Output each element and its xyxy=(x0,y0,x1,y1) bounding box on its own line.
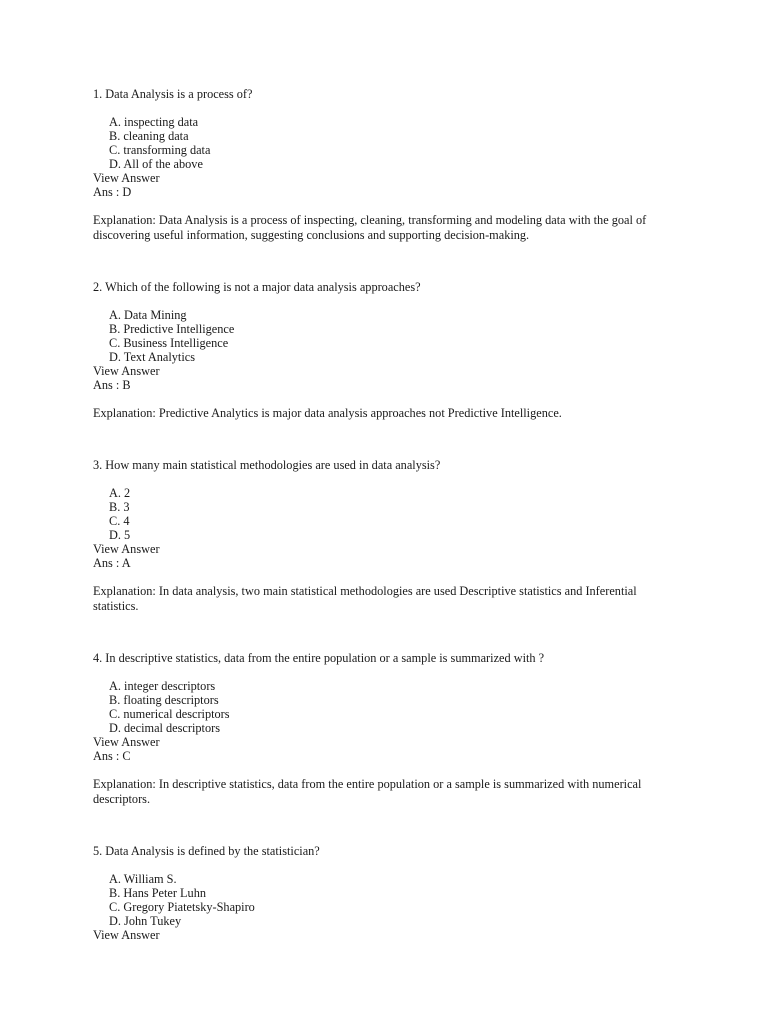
answer-text: Ans : C xyxy=(93,749,131,763)
option-a: A. Data Mining xyxy=(109,308,187,322)
option-a: A. William S. xyxy=(109,872,177,886)
option-b: B. Hans Peter Luhn xyxy=(109,886,206,900)
options-list xyxy=(93,308,683,364)
question-3 xyxy=(93,458,683,614)
view-answer-link[interactable]: View Answer xyxy=(93,928,160,942)
answer-text: Ans : B xyxy=(93,378,131,392)
view-answer-link[interactable]: View Answer xyxy=(93,542,160,556)
option-a: A. 2 xyxy=(109,486,131,500)
option-a: A. inspecting data xyxy=(109,115,199,129)
question-2 xyxy=(93,280,683,421)
view-answer-link[interactable]: View Answer xyxy=(93,364,160,378)
answer-text: Ans : D xyxy=(93,185,132,199)
option-c: C. transforming data xyxy=(109,143,211,157)
option-b: B. Predictive Intelligence xyxy=(109,322,235,336)
explanation-text: Explanation: In data analysis, two main statistical methodologies are used Descriptive statistics and Inferential statistics. xyxy=(93,584,637,613)
explanation-text: Explanation: Data Analysis is a process of inspecting, cleaning, transforming and modeling data with the goal of discovering useful information, suggesting conclusions and supporting decision-making. xyxy=(93,213,647,242)
options-list xyxy=(93,679,683,735)
question-title: 3. How many main statistical methodologies are used in data analysis? xyxy=(93,458,441,472)
view-answer-link[interactable]: View Answer xyxy=(93,171,160,185)
question-4 xyxy=(93,651,683,807)
explanation-text: Explanation: Predictive Analytics is major data analysis approaches not Predictive Intelligence. xyxy=(93,406,562,420)
option-d: D. decimal descriptors xyxy=(109,721,220,735)
question-title: 2. Which of the following is not a major data analysis approaches? xyxy=(93,280,421,294)
option-d: D. John Tukey xyxy=(109,914,182,928)
option-c: C. numerical descriptors xyxy=(109,707,230,721)
option-d: D. Text Analytics xyxy=(109,350,196,364)
answer-text: Ans : A xyxy=(93,556,131,570)
option-a: A. integer descriptors xyxy=(109,679,216,693)
option-c: C. Gregory Piatetsky-Shapiro xyxy=(109,900,255,914)
option-c: C. Business Intelligence xyxy=(109,336,229,350)
question-title: 1. Data Analysis is a process of? xyxy=(93,87,253,101)
options-list xyxy=(93,872,683,928)
option-c: C. 4 xyxy=(109,514,130,528)
option-b: B. cleaning data xyxy=(109,129,189,143)
option-d: D. 5 xyxy=(109,528,131,542)
spacer xyxy=(93,243,683,280)
question-title: 4. In descriptive statistics, data from the entire population or a sample is summarized with ? xyxy=(93,651,545,665)
quiz-page xyxy=(93,87,683,942)
spacer xyxy=(93,614,683,651)
view-answer-link[interactable]: View Answer xyxy=(93,735,160,749)
option-d: D. All of the above xyxy=(109,157,203,171)
question-1 xyxy=(93,87,683,243)
option-b: B. floating descriptors xyxy=(109,693,219,707)
options-list xyxy=(93,115,683,171)
explanation-text: Explanation: In descriptive statistics, data from the entire population or a sample is summarized with numerical descriptors. xyxy=(93,777,642,806)
spacer xyxy=(93,421,683,458)
spacer xyxy=(93,807,683,844)
option-b: B. 3 xyxy=(109,500,130,514)
question-title: 5. Data Analysis is defined by the statistician? xyxy=(93,844,320,858)
question-5 xyxy=(93,844,683,942)
options-list xyxy=(93,486,683,542)
